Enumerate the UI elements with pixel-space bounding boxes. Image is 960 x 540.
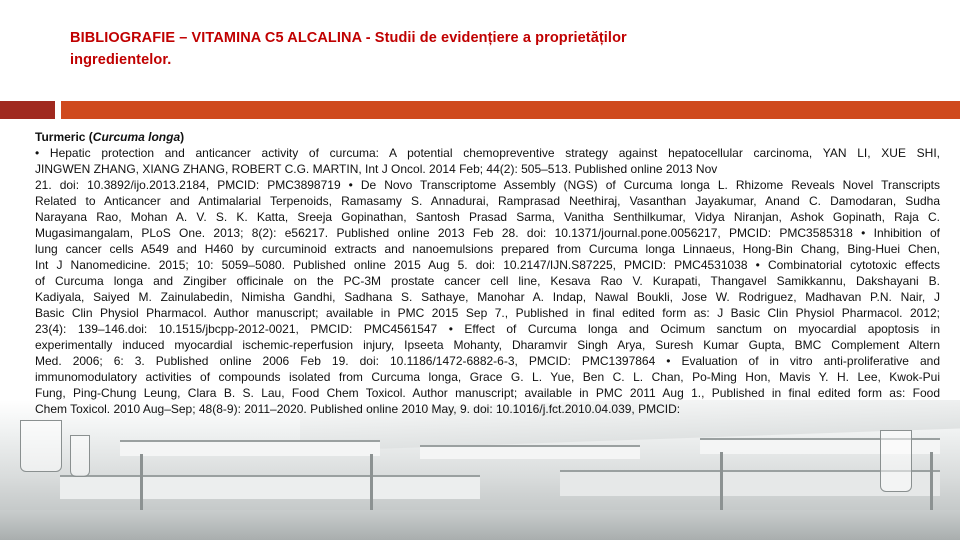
section-heading xyxy=(35,129,940,145)
lab-bench xyxy=(420,445,640,459)
accent-bar-left xyxy=(0,101,55,119)
reference-line: Narayana Rao, Mohan A. V. S. K. Katta, Sreeja Gopinathan, Santosh Prasad Sarma, Vanitha Senthilkumar, Vidya Niranjan, Ashok Gopinath, Raja C. xyxy=(35,210,940,224)
bench-leg xyxy=(930,452,933,512)
reference-line: experimentally induced myocardial ischemic-reperfusion injury, Ipseeta Mohanty, Dharamvir Singh Arya, Suresh Kumar Gupta, BMC Complement Altern xyxy=(35,338,940,352)
reference-line: Kadiyala, Saiyed M. Zainulabedin, Nimisha Gandhi, Sadhana S. Sathaye, Manohar A. Indap, Nawal Boukli, Jose W. Rodriguez, Madhavan P.N. Nair, J xyxy=(35,290,940,304)
reference-line: Mugasimangalam, PLoS One. 2013; 8(2): e56217. Published online 2013 Feb 28. doi: 10.1371/journal.pone.0056217, PMCID: PMC3585318 • Inhibition of xyxy=(35,226,940,240)
reference-line: immunomodulatory activities of compounds isolated from Curcuma longa, Grace G. L. Yue, Ben C. L. Chan, Po-Ming Hon, Mavis Y. H. Lee, Kwok-Pui xyxy=(35,370,940,384)
reference-line: Int J Nanomedicine. 2015; 10: 5059–5080. Published online 2015 Aug 5. doi: 10.2147/IJN.S87225, PMCID: PMC4531038 • Combinatorial cytotoxic effects xyxy=(35,258,940,272)
reference-line: of Curcuma longa and Zingiber officinale on the PC-3M prostate cancer cell line, Kesava Rao V. Kurapati, Thangavel Samikkannu, Dakshayani B. xyxy=(35,274,940,288)
accent-bar-right xyxy=(61,101,960,119)
reference-line: 23(4): 139–146.doi: 10.1515/jbcpp-2012-0021, PMCID: PMC4561547 • Effect of Curcuma longa and Ocimum sanctum on myocardial apoptosis in xyxy=(35,322,940,336)
bibliography-text xyxy=(35,129,940,417)
lab-floor xyxy=(0,510,960,540)
lab-bench xyxy=(120,440,380,456)
reference-line: • Hepatic protection and anticancer activity of curcuma: A potential chemopreventive strategy against hepatocellular carcinoma, YAN LI, XUE SHI, xyxy=(35,146,940,160)
slide-title xyxy=(70,27,770,71)
bench-leg xyxy=(370,454,373,514)
reference-lines xyxy=(35,145,940,417)
bench-leg xyxy=(720,452,723,512)
flask xyxy=(20,420,62,472)
reference-line: Fung, Ping-Chung Leung, Clara B. S. Lau, Food Chem Toxicol. Author manuscript; available in PMC 2011 Aug 1., Published in final edited form as: Food xyxy=(35,386,940,400)
bench-leg xyxy=(140,454,143,514)
reference-line: Basic Clin Physiol Pharmacol. Author manuscript; available in PMC 2015 Sep 7., Published in final edited form as: J Basic Clin Physiol Pharmacol. 2012; xyxy=(35,306,940,320)
reference-line: 21. doi: 10.3892/ijo.2013.2184, PMCID: PMC3898719 • De Novo Transcriptome Assembly (NGS) of Curcuma longa L. Rhizome Reveals Novel Transcripts xyxy=(35,178,940,192)
reference-line: Chem Toxicol. 2010 Aug–Sep; 48(8-9): 2011–2020. Published online 2010 May, 9. doi: 10.1016/j.fct.2010.04.039, PMCID: xyxy=(35,402,681,416)
reference-line: lung cancer cells A549 and H460 by curcuminoid extracts and nanoemulsions prepared from Curcuma longa Linnaeus, Hong-Bin Chang, Bing-Huei Chen, xyxy=(35,242,940,256)
beaker xyxy=(70,435,90,477)
slide-title-line-1: BIBLIOGRAFIE – VITAMINA C5 ALCALINA - Studii de evidențiere a proprietăților xyxy=(70,30,627,46)
heading-suffix: ) xyxy=(180,130,185,144)
lab-bench xyxy=(60,475,480,499)
reference-line: JINGWEN ZHANG, XIANG ZHANG, ROBERT C.G. MARTIN, Int J Oncol. 2014 Feb; 44(2): 505–513. Published online 2013 Nov xyxy=(35,162,718,176)
flask xyxy=(880,430,912,492)
reference-line: Med. 2006; 6: 3. Published online 2006 Feb 19. doi: 10.1186/1472-6882-6-3, PMCID: PMC1397864 • Evaluation of in vitro anti-proliferative and xyxy=(35,354,940,368)
heading-text: Turmeric ( xyxy=(35,130,93,144)
slide-title-line-2: ingredientelor. xyxy=(70,52,172,68)
reference-line: Related to Anticancer and Antimalarial Terpenoids, Ramasamy S. Annadurai, Ramprasad Neethiraj, Vasanthan Jayakumar, Anand C. Damodaran, Sudha xyxy=(35,194,940,208)
laboratory-background-image xyxy=(0,400,960,540)
heading-species-name: Curcuma longa xyxy=(92,130,181,144)
